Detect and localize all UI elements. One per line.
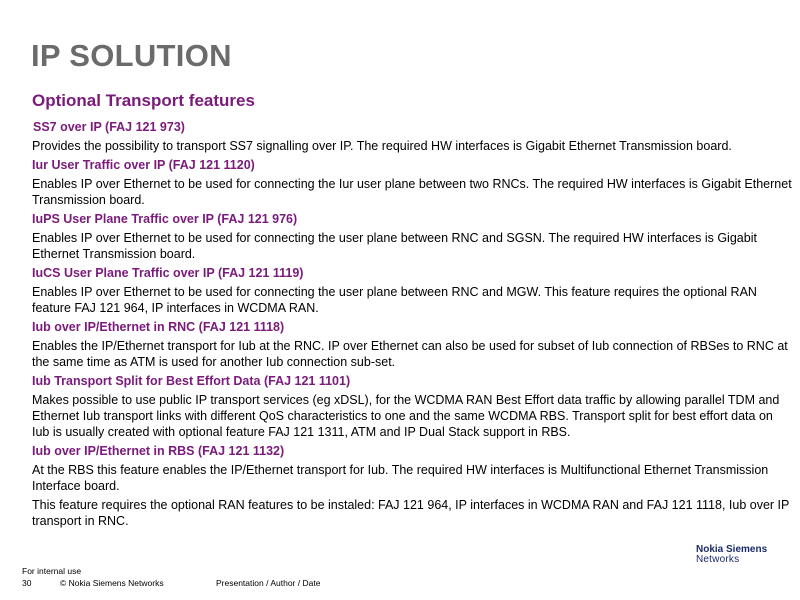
slide-title: IP SOLUTION [31, 38, 232, 73]
section-body: Enables the IP/Ethernet transport for Iub at the RNC. IP over Ethernet can also be used for subset of Iub connection of RBSes to RNC at the same time as ATM is used for another Iub connection sub-set. [32, 339, 788, 369]
slide-subtitle: Optional Transport features [32, 91, 255, 110]
section-heading: IuPS User Plane Traffic over IP (FAJ 121 976) [32, 212, 298, 226]
footer-presentation-info: Presentation / Author / Date [216, 578, 321, 588]
company-logo [696, 545, 767, 565]
section-heading: Iub Transport Split for Best Effort Data (FAJ 121 1101) [32, 374, 351, 388]
section-body: Makes possible to use public IP transport services (eg xDSL), for the WCDMA RAN Best Effort data traffic by allowing parallel TDM and Ethernet Iub transport links with different QoS characteristics to one and the same WCDMA RBS. Transport split for best effort data on Iub is usually created with optional feature FAJ 121 1311, ATM and IP Dual Stack support in RBS. [32, 393, 780, 439]
section-body: Provides the possibility to transport SS7 signalling over IP. The required HW interfaces is Gigabit Ethernet Transmission board. [32, 139, 732, 153]
section-body: Enables IP over Ethernet to be used for connecting the Iur user plane between two RNCs. The required HW interfaces is Gigabit Ethernet Transmission board. [32, 177, 792, 207]
section-heading: Iub over IP/Ethernet in RBS (FAJ 121 1132) [32, 444, 285, 458]
section-heading: SS7 over IP (FAJ 121 973) [33, 120, 185, 134]
section-heading: Iur User Traffic over IP (FAJ 121 1120) [32, 158, 255, 172]
section-heading: IuCS User Plane Traffic over IP (FAJ 121 1119) [32, 266, 304, 280]
section-body: This feature requires the optional RAN features to be instaled: FAJ 121 964, IP interfaces in WCDMA RAN and FAJ 121 1118, Iub over IP transport in RNC. [32, 498, 790, 528]
section-body: Enables IP over Ethernet to be used for connecting the user plane between RNC and MGW. This feature requires the optional RAN feature FAJ 121 964, IP interfaces in WCDMA RAN. [32, 285, 757, 315]
content-area [32, 116, 792, 531]
section-body: At the RBS this feature enables the IP/Ethernet transport for Iub. The required HW interfaces is Multifunctional Ethernet Transmission Interface board. [32, 463, 769, 493]
section-heading: Iub over IP/Ethernet in RNC (FAJ 121 1118) [32, 320, 285, 334]
section-body: Enables IP over Ethernet to be used for connecting the user plane between RNC and SGSN. The required HW interfaces is Gigabit Ethernet Transmission board. [32, 231, 757, 261]
logo-line1: Nokia Siemens [696, 544, 768, 555]
logo-line2: Networks [696, 554, 740, 565]
footer-page-number: 30 [22, 578, 32, 588]
footer-classification: For internal use [22, 566, 82, 576]
footer-copyright: © Nokia Siemens Networks [60, 578, 164, 588]
